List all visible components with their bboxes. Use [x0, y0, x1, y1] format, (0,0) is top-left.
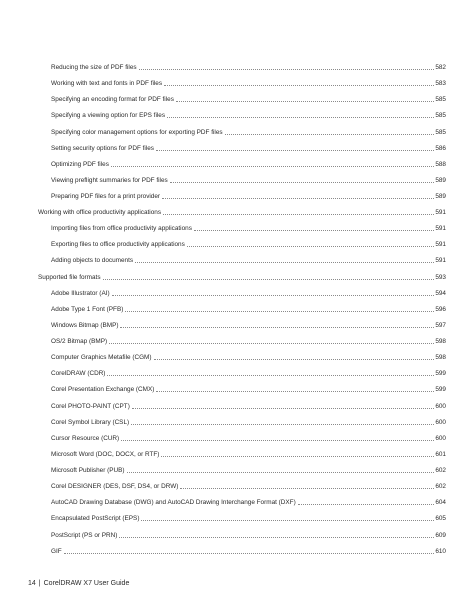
toc-entry[interactable]	[0, 479, 474, 491]
toc-entry-page: 599	[435, 370, 446, 378]
toc-entry-page: 610	[435, 547, 446, 555]
toc-entry-title: Cursor Resource (CUR)	[51, 434, 120, 442]
toc-entry[interactable]	[0, 189, 474, 201]
toc-entry[interactable]	[0, 495, 474, 507]
toc-entry-page: 609	[435, 531, 446, 539]
toc-entry[interactable]	[0, 544, 474, 556]
toc-entry[interactable]	[0, 334, 474, 346]
toc-entry-page: 591	[435, 241, 446, 249]
toc-entry-title: Working with office productivity applications	[38, 209, 162, 217]
toc-entry-title: Supported file formats	[38, 273, 101, 281]
toc-entry-title: Adding objects to documents	[51, 257, 134, 265]
toc-dot-leader	[225, 134, 435, 135]
toc-entry-page: 599	[435, 386, 446, 394]
toc-entry[interactable]	[0, 92, 474, 104]
toc-entry-title: AutoCAD Drawing Database (DWG) and AutoCAD Drawing Interchange Format (DXF)	[51, 499, 296, 507]
toc-entry-page: 597	[435, 321, 446, 329]
toc-entry-page: 594	[435, 289, 446, 297]
toc-entry-page: 600	[435, 418, 446, 426]
toc-dot-leader	[112, 295, 435, 296]
toc-dot-leader	[154, 359, 435, 360]
toc-entry-page: 591	[435, 257, 446, 265]
toc-dot-leader	[141, 520, 434, 521]
toc-entry-page: 585	[435, 128, 446, 136]
toc-entry-title: GIF	[51, 547, 62, 555]
toc-entry[interactable]	[0, 431, 474, 443]
toc-dot-leader	[132, 408, 435, 409]
toc-dot-leader	[180, 488, 434, 489]
toc-entry-page: 589	[435, 176, 446, 184]
toc-entry[interactable]	[0, 125, 474, 137]
toc-dot-leader	[64, 553, 435, 554]
toc-entry[interactable]	[0, 157, 474, 169]
toc-dot-leader	[131, 424, 434, 425]
toc-dot-leader	[187, 246, 435, 247]
toc-entry-title: Adobe Illustrator (AI)	[51, 289, 110, 297]
toc-entry[interactable]	[0, 318, 474, 330]
toc-entry-page: 601	[435, 450, 446, 458]
toc-dot-leader	[163, 214, 434, 215]
toc-entry[interactable]	[0, 221, 474, 233]
toc-entry[interactable]	[0, 141, 474, 153]
toc-entry-title: Corel DESIGNER (DES, DSF, DS4, or DRW)	[51, 483, 179, 491]
toc-entry[interactable]	[0, 108, 474, 120]
toc-entry-page: 583	[435, 80, 446, 88]
toc-entry-page: 593	[435, 273, 446, 281]
toc-entry-title: Preparing PDF files for a print provider	[51, 193, 161, 200]
toc-dot-leader	[156, 391, 434, 392]
toc-dot-leader	[127, 472, 435, 473]
toc-entry[interactable]	[0, 253, 474, 265]
toc-entry-page: 585	[435, 96, 446, 104]
toc-entry-title: Microsoft Publisher (PUB)	[51, 467, 125, 474]
toc-entry-page: 602	[435, 467, 446, 474]
toc-entry-title: Specifying an encoding format for PDF files	[51, 96, 174, 104]
toc-entry-page: 598	[435, 338, 446, 345]
toc-entry-page: 591	[435, 209, 446, 217]
toc-entry-title: Optimizing PDF files	[51, 160, 109, 168]
toc-dot-leader	[161, 456, 434, 457]
toc-entry-title: CorelDRAW (CDR)	[51, 370, 106, 378]
toc-entry-title: Viewing preflight summaries for PDF files	[51, 176, 168, 184]
footer-guide-title: CorelDRAW X7 User Guide	[43, 580, 130, 587]
toc-dot-leader	[109, 343, 434, 344]
toc-entry-title: Corel Symbol Library (CSL)	[51, 418, 130, 426]
toc-entry[interactable]	[0, 286, 474, 298]
toc-entry[interactable]	[0, 415, 474, 427]
toc-dot-leader	[139, 69, 435, 70]
toc-entry-page: 605	[435, 515, 446, 523]
toc-entry[interactable]	[0, 382, 474, 394]
toc-dot-leader	[121, 440, 434, 441]
toc-entry-title: Importing files from office productivity applications	[51, 225, 192, 233]
toc-entry[interactable]	[0, 366, 474, 378]
toc-dot-leader	[107, 375, 434, 376]
toc-entry-page: 600	[435, 434, 446, 442]
toc-entry-page: 596	[435, 305, 446, 313]
footer-page-number: 14	[28, 580, 36, 587]
toc-entry-page: 588	[435, 160, 446, 168]
toc-entry[interactable]	[0, 447, 474, 459]
toc-entry[interactable]	[0, 350, 474, 362]
footer-separator: |	[38, 580, 41, 587]
toc-entry-title: Windows Bitmap (BMP)	[51, 321, 119, 329]
toc-entry[interactable]	[0, 173, 474, 185]
toc-entry[interactable]	[0, 270, 474, 282]
toc-entry-title: Setting security options for PDF files	[51, 144, 155, 152]
toc-entry-title: OS/2 Bitmap (BMP)	[51, 338, 108, 345]
toc-entry[interactable]	[0, 205, 474, 217]
toc-entry-title: Specifying a viewing option for EPS files	[51, 112, 166, 120]
toc-entry-title: Specifying color management options for exporting PDF files	[51, 128, 223, 136]
toc-entry-title: Corel PHOTO-PAINT (CPT)	[51, 402, 130, 410]
toc-entry-title: Computer Graphics Metafile (CGM)	[51, 354, 152, 362]
toc-dot-leader	[298, 504, 435, 505]
toc-dot-leader	[125, 311, 434, 312]
toc-entry[interactable]	[0, 399, 474, 411]
toc-entry-page: 589	[435, 193, 446, 200]
toc-entry[interactable]	[0, 511, 474, 523]
toc-entry[interactable]	[0, 463, 474, 475]
toc-dot-leader	[164, 85, 434, 86]
toc-dot-leader	[170, 182, 435, 183]
toc-entry[interactable]	[0, 237, 474, 249]
toc-dot-leader	[103, 279, 435, 280]
toc-dot-leader	[194, 230, 434, 231]
toc-dot-leader	[167, 117, 434, 118]
toc-entry-page: 600	[435, 402, 446, 410]
toc-entry-title: Reducing the size of PDF files	[51, 64, 137, 71]
toc-entry-page: 598	[435, 354, 446, 362]
toc-entry-title: Corel Presentation Exchange (CMX)	[51, 386, 155, 394]
page-footer	[28, 579, 129, 588]
toc-dot-leader	[111, 166, 434, 167]
toc-entry-page: 585	[435, 112, 446, 120]
toc-entry-title: Working with text and fonts in PDF files	[51, 80, 163, 88]
toc-dot-leader	[120, 327, 434, 328]
toc-entry-title: Microsoft Word (DOC, DOCX, or RTF)	[51, 450, 160, 458]
toc-entry[interactable]	[0, 76, 474, 88]
toc-dot-leader	[156, 150, 434, 151]
toc-entry-page: 602	[435, 483, 446, 491]
toc-entry-title: PostScript (PS or PRN)	[51, 531, 118, 539]
toc-dot-leader	[162, 198, 434, 199]
toc-entry-page: 586	[435, 144, 446, 152]
toc-entry-title: Exporting files to office productivity applications	[51, 241, 185, 249]
toc-entry-page: 591	[435, 225, 446, 233]
toc-entry-page: 582	[435, 64, 446, 71]
toc-entry[interactable]	[0, 302, 474, 314]
toc-entry-title: Encapsulated PostScript (EPS)	[51, 515, 140, 523]
toc-entry-title: Adobe Type 1 Font (PFB)	[51, 305, 124, 313]
toc-entry[interactable]	[0, 60, 474, 72]
toc-entry-page: 604	[435, 499, 446, 507]
toc-entry[interactable]	[0, 528, 474, 540]
toc-dot-leader	[135, 262, 434, 263]
toc-dot-leader	[119, 537, 434, 538]
toc-dot-leader	[176, 101, 434, 102]
